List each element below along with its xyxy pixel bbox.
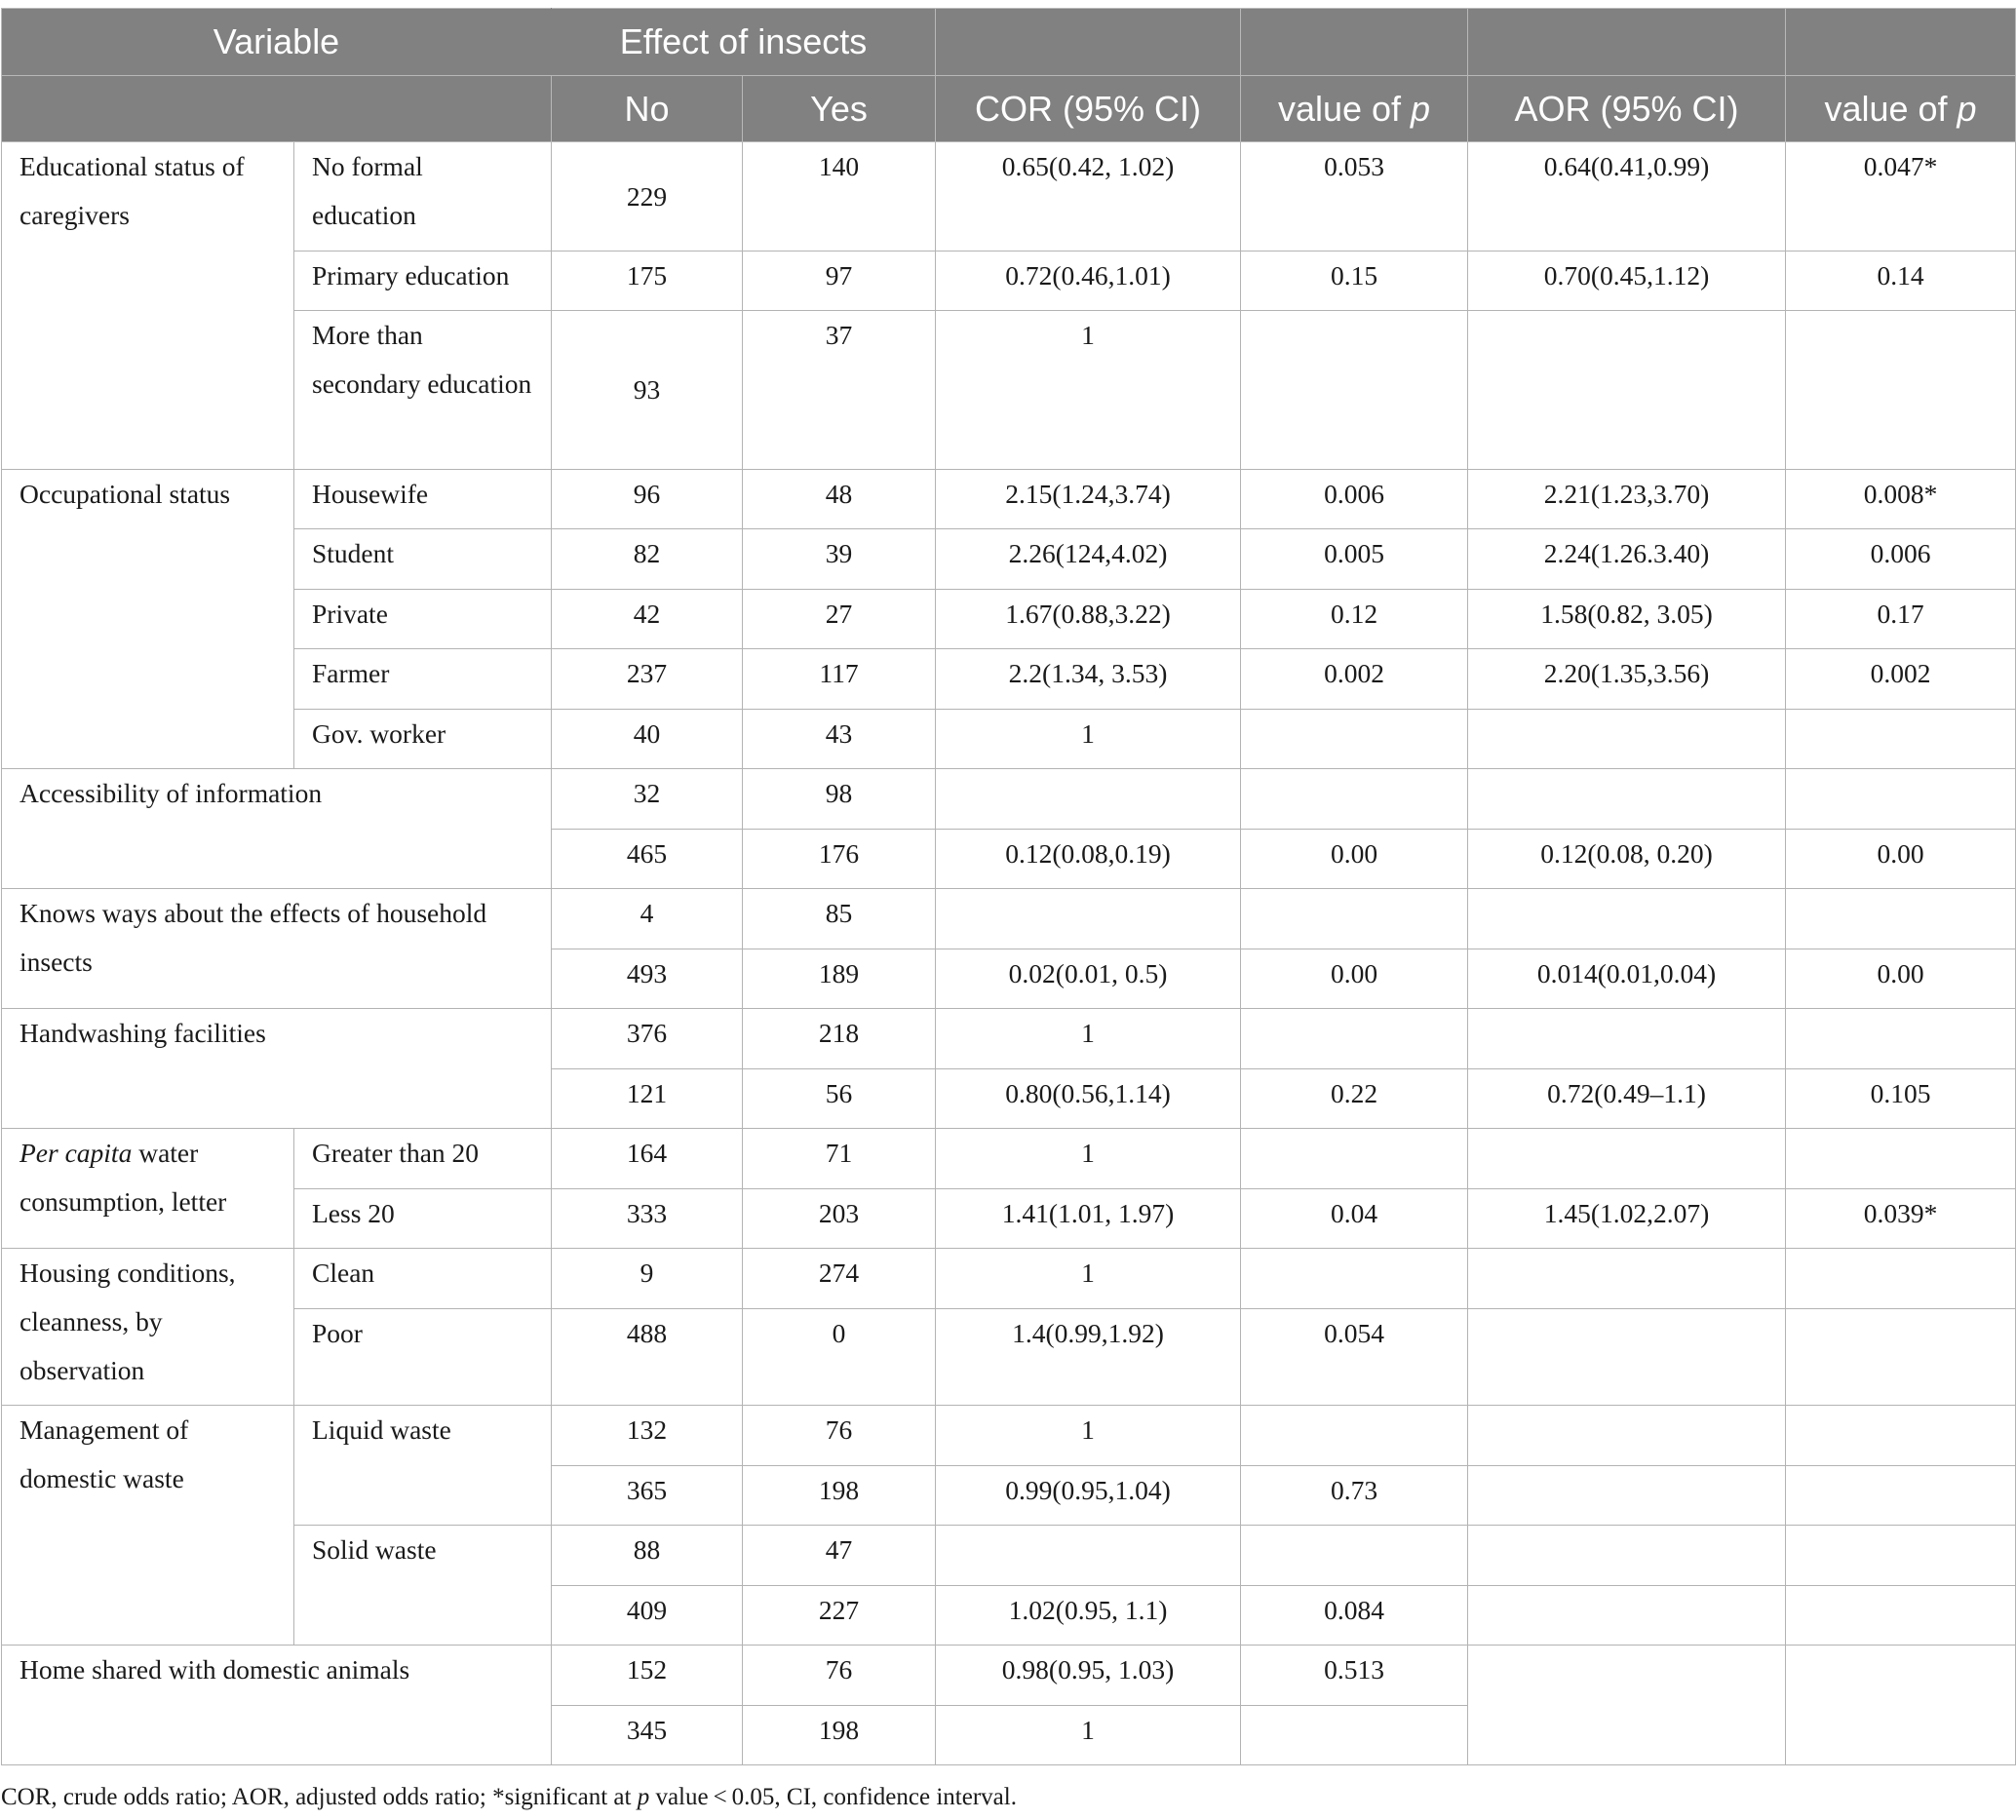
header-row-1 <box>2 9 2016 76</box>
table-row <box>2 1189 2016 1249</box>
cell-empty <box>1468 1466 1786 1526</box>
header-p-value-cor <box>1241 76 1468 142</box>
cell-empty <box>1786 311 2016 470</box>
table-row <box>2 1249 2016 1309</box>
cell-no: 409 <box>552 1586 743 1646</box>
cell-cor: 1 <box>936 1406 1241 1466</box>
cell-cor: 1.4(0.99,1.92) <box>936 1309 1241 1406</box>
cell-p-aor: 0.039* <box>1786 1189 2016 1249</box>
cell-empty <box>1241 769 1468 830</box>
cell-p-cor: 0.73 <box>1241 1466 1468 1526</box>
cell-empty <box>1468 1586 1786 1646</box>
cell-no: 32 <box>552 769 743 830</box>
category-label: Greater than 20 <box>294 1129 552 1189</box>
cell-no: 93 <box>552 311 743 470</box>
variable-label: Accessibility of information <box>2 769 552 889</box>
cell-no: 82 <box>552 529 743 590</box>
cell-aor: 2.20(1.35,3.56) <box>1468 649 1786 710</box>
cell-empty <box>1468 889 1786 949</box>
cell-aor: 1.58(0.82, 3.05) <box>1468 590 1786 649</box>
cell-yes: 37 <box>743 311 936 470</box>
cell-cor: 1 <box>936 710 1241 769</box>
footnote-text-1: COR, crude odds ratio; AOR, adjusted odds ratio; *significant at <box>1 1784 638 1810</box>
cell-yes: 76 <box>743 1646 936 1706</box>
cell-empty <box>1468 710 1786 769</box>
cell-empty <box>1468 1646 1786 1765</box>
variable-label: Knows ways about the effects of household insects <box>2 889 552 1009</box>
category-label: Liquid waste <box>294 1406 552 1526</box>
cell-p-cor: 0.002 <box>1241 649 1468 710</box>
table-row <box>2 1526 2016 1586</box>
cell-yes: 39 <box>743 529 936 590</box>
variable-label: Handwashing facilities <box>2 1009 552 1129</box>
cell-cor: 2.26(124,4.02) <box>936 529 1241 590</box>
variable-label: Housing conditions, cleanness, by observation <box>2 1249 294 1406</box>
cell-p-aor: 0.17 <box>1786 590 2016 649</box>
cell-p-aor: 0.00 <box>1786 949 2016 1009</box>
category-label: Housewife <box>294 470 552 529</box>
odds-ratio-table <box>1 8 2016 1765</box>
table-row <box>2 590 2016 649</box>
header-blank <box>1241 9 1468 76</box>
table-row <box>2 710 2016 769</box>
cell-no: 96 <box>552 470 743 529</box>
cell-no: 465 <box>552 830 743 889</box>
cell-empty <box>1786 710 2016 769</box>
cell-p-cor: 0.084 <box>1241 1586 1468 1646</box>
header-effect-of-insects: Effect of insects <box>552 9 936 76</box>
header-value-of-text: value of <box>1277 88 1402 129</box>
cell-no: 4 <box>552 889 743 949</box>
cell-cor: 0.98(0.95, 1.03) <box>936 1646 1241 1706</box>
cell-empty <box>1241 1009 1468 1069</box>
cell-empty <box>1786 1129 2016 1189</box>
cell-empty <box>1468 1129 1786 1189</box>
table-header <box>2 9 2016 142</box>
cell-no: 237 <box>552 649 743 710</box>
cell-p-cor: 0.006 <box>1241 470 1468 529</box>
cell-empty <box>1241 889 1468 949</box>
cell-cor: 1 <box>936 1706 1241 1765</box>
cell-empty <box>1786 1526 2016 1586</box>
cell-p-cor: 0.054 <box>1241 1309 1468 1406</box>
cell-p-cor: 0.005 <box>1241 529 1468 590</box>
cell-no: 345 <box>552 1706 743 1765</box>
cell-no: 42 <box>552 590 743 649</box>
cell-no: 365 <box>552 1466 743 1526</box>
category-label: Private <box>294 590 552 649</box>
cell-yes: 176 <box>743 830 936 889</box>
cell-empty <box>936 769 1241 830</box>
cell-no: 152 <box>552 1646 743 1706</box>
header-cor: COR (95% CI) <box>936 76 1241 142</box>
table-row <box>2 1009 2016 1069</box>
cell-aor: 2.24(1.26.3.40) <box>1468 529 1786 590</box>
cell-no: 9 <box>552 1249 743 1309</box>
table-row <box>2 1646 2016 1706</box>
header-p-value-aor <box>1786 76 2016 142</box>
cell-p-cor: 0.22 <box>1241 1069 1468 1129</box>
cell-p-cor: 0.15 <box>1241 252 1468 311</box>
header-row-2 <box>2 76 2016 142</box>
cell-cor: 1 <box>936 1249 1241 1309</box>
cell-aor: 2.21(1.23,3.70) <box>1468 470 1786 529</box>
cell-empty <box>1786 1009 2016 1069</box>
cell-cor: 2.15(1.24,3.74) <box>936 470 1241 529</box>
cell-yes: 47 <box>743 1526 936 1586</box>
cell-cor: 1.41(1.01, 1.97) <box>936 1189 1241 1249</box>
cell-yes: 0 <box>743 1309 936 1406</box>
table-row <box>2 889 2016 949</box>
header-blank <box>2 76 552 142</box>
cell-empty <box>1786 1406 2016 1466</box>
cell-yes: 203 <box>743 1189 936 1249</box>
cell-cor: 1 <box>936 311 1241 470</box>
cell-yes: 274 <box>743 1249 936 1309</box>
cell-aor: 0.64(0.41,0.99) <box>1468 142 1786 252</box>
cell-empty <box>1241 1706 1468 1765</box>
water-label-rest: water consumption, letter <box>19 1138 227 1217</box>
cell-p-cor: 0.513 <box>1241 1646 1468 1706</box>
cell-p-cor: 0.00 <box>1241 949 1468 1009</box>
cell-empty <box>1786 1309 2016 1406</box>
cell-empty <box>1786 769 2016 830</box>
cell-yes: 98 <box>743 769 936 830</box>
cell-empty <box>1786 1586 2016 1646</box>
cell-yes: 198 <box>743 1706 936 1765</box>
table-row <box>2 1129 2016 1189</box>
per-capita-italic: Per capita <box>19 1138 133 1168</box>
cell-yes: 198 <box>743 1466 936 1526</box>
cell-cor: 0.72(0.46,1.01) <box>936 252 1241 311</box>
header-blank <box>1468 9 1786 76</box>
cell-empty <box>936 1526 1241 1586</box>
cell-no: 333 <box>552 1189 743 1249</box>
cell-aor: 1.45(1.02,2.07) <box>1468 1189 1786 1249</box>
cell-empty <box>1241 1526 1468 1586</box>
cell-p-cor: 0.00 <box>1241 830 1468 889</box>
cell-yes: 97 <box>743 252 936 311</box>
cell-p-aor: 0.00 <box>1786 830 2016 889</box>
category-label: No formal education <box>294 142 552 252</box>
variable-label: Home shared with domestic animals <box>2 1646 552 1765</box>
table-row <box>2 769 2016 830</box>
cell-yes: 117 <box>743 649 936 710</box>
cell-cor: 2.2(1.34, 3.53) <box>936 649 1241 710</box>
cell-cor: 1.02(0.95, 1.1) <box>936 1586 1241 1646</box>
cell-empty <box>1786 889 2016 949</box>
table-row <box>2 1309 2016 1406</box>
cell-empty <box>1786 1466 2016 1526</box>
cell-cor: 0.65(0.42, 1.02) <box>936 142 1241 252</box>
cell-p-aor: 0.006 <box>1786 529 2016 590</box>
cell-no: 229 <box>552 142 743 252</box>
odds-ratio-table-container <box>1 8 2015 1765</box>
cell-aor: 0.70(0.45,1.12) <box>1468 252 1786 311</box>
cell-aor: 0.72(0.49–1.1) <box>1468 1069 1786 1129</box>
variable-label: Management of domestic waste <box>2 1406 294 1646</box>
cell-aor: 0.12(0.08, 0.20) <box>1468 830 1786 889</box>
table-row <box>2 649 2016 710</box>
header-p-letter: p <box>1411 88 1431 129</box>
category-label: Poor <box>294 1309 552 1406</box>
cell-yes: 76 <box>743 1406 936 1466</box>
cell-empty <box>1241 710 1468 769</box>
cell-cor: 0.80(0.56,1.14) <box>936 1069 1241 1129</box>
cell-p-aor: 0.14 <box>1786 252 2016 311</box>
category-label: Solid waste <box>294 1526 552 1646</box>
variable-label: Occupational status <box>2 470 294 769</box>
header-blank <box>936 9 1241 76</box>
cell-empty <box>1786 1646 2016 1765</box>
cell-empty <box>1241 1249 1468 1309</box>
cell-empty <box>1468 1406 1786 1466</box>
table-row <box>2 142 2016 252</box>
cell-empty <box>936 889 1241 949</box>
header-variable: Variable <box>2 9 552 76</box>
table-body <box>2 142 2016 1765</box>
cell-yes: 27 <box>743 590 936 649</box>
header-blank <box>1786 9 2016 76</box>
table-row <box>2 252 2016 311</box>
cell-empty <box>1468 1526 1786 1586</box>
cell-yes: 218 <box>743 1009 936 1069</box>
header-yes: Yes <box>743 76 936 142</box>
cell-cor: 1 <box>936 1009 1241 1069</box>
cell-yes: 85 <box>743 889 936 949</box>
category-label: Farmer <box>294 649 552 710</box>
cell-p-aor: 0.002 <box>1786 649 2016 710</box>
cell-yes: 48 <box>743 470 936 529</box>
cell-cor: 0.12(0.08,0.19) <box>936 830 1241 889</box>
cell-yes: 189 <box>743 949 936 1009</box>
cell-empty <box>1241 1129 1468 1189</box>
cell-p-cor: 0.053 <box>1241 142 1468 252</box>
category-label: More than secondary education <box>294 311 552 470</box>
cell-no: 488 <box>552 1309 743 1406</box>
cell-aor: 0.014(0.01,0.04) <box>1468 949 1786 1009</box>
header-p-letter: p <box>1957 88 1977 129</box>
category-label: Less 20 <box>294 1189 552 1249</box>
cell-no: 121 <box>552 1069 743 1129</box>
table-row <box>2 311 2016 470</box>
category-label: Primary education <box>294 252 552 311</box>
cell-p-cor: 0.12 <box>1241 590 1468 649</box>
table-row <box>2 470 2016 529</box>
cell-yes: 140 <box>743 142 936 252</box>
cell-p-cor: 0.04 <box>1241 1189 1468 1249</box>
cell-empty <box>1468 1309 1786 1406</box>
header-no: No <box>552 76 743 142</box>
cell-yes: 56 <box>743 1069 936 1129</box>
category-label: Gov. worker <box>294 710 552 769</box>
cell-empty <box>1468 311 1786 470</box>
cell-empty <box>1468 769 1786 830</box>
table-footnote <box>1 1784 1017 1811</box>
cell-cor: 1.67(0.88,3.22) <box>936 590 1241 649</box>
footnote-text-2: value < 0.05, CI, confidence interval. <box>649 1784 1017 1810</box>
cell-cor: 1 <box>936 1129 1241 1189</box>
cell-p-aor: 0.008* <box>1786 470 2016 529</box>
cell-cor: 0.02(0.01, 0.5) <box>936 949 1241 1009</box>
cell-yes: 227 <box>743 1586 936 1646</box>
cell-yes: 43 <box>743 710 936 769</box>
cell-no: 40 <box>552 710 743 769</box>
cell-no: 376 <box>552 1009 743 1069</box>
table-row <box>2 1406 2016 1466</box>
cell-no: 175 <box>552 252 743 311</box>
header-aor: AOR (95% CI) <box>1468 76 1786 142</box>
cell-empty <box>1241 1406 1468 1466</box>
cell-no: 164 <box>552 1129 743 1189</box>
cell-yes: 71 <box>743 1129 936 1189</box>
cell-empty <box>1241 311 1468 470</box>
category-label: Clean <box>294 1249 552 1309</box>
cell-no: 493 <box>552 949 743 1009</box>
cell-no: 132 <box>552 1406 743 1466</box>
variable-label <box>2 1129 294 1249</box>
cell-p-aor: 0.105 <box>1786 1069 2016 1129</box>
cell-empty <box>1468 1249 1786 1309</box>
cell-p-aor: 0.047* <box>1786 142 2016 252</box>
table-row <box>2 529 2016 590</box>
cell-empty <box>1786 1249 2016 1309</box>
category-label: Student <box>294 529 552 590</box>
cell-empty <box>1468 1009 1786 1069</box>
cell-no: 88 <box>552 1526 743 1586</box>
footnote-p-letter: p <box>637 1784 650 1810</box>
cell-cor: 0.99(0.95,1.04) <box>936 1466 1241 1526</box>
header-value-of-text: value of <box>1824 88 1948 129</box>
variable-label: Educational status of caregivers <box>2 142 294 470</box>
